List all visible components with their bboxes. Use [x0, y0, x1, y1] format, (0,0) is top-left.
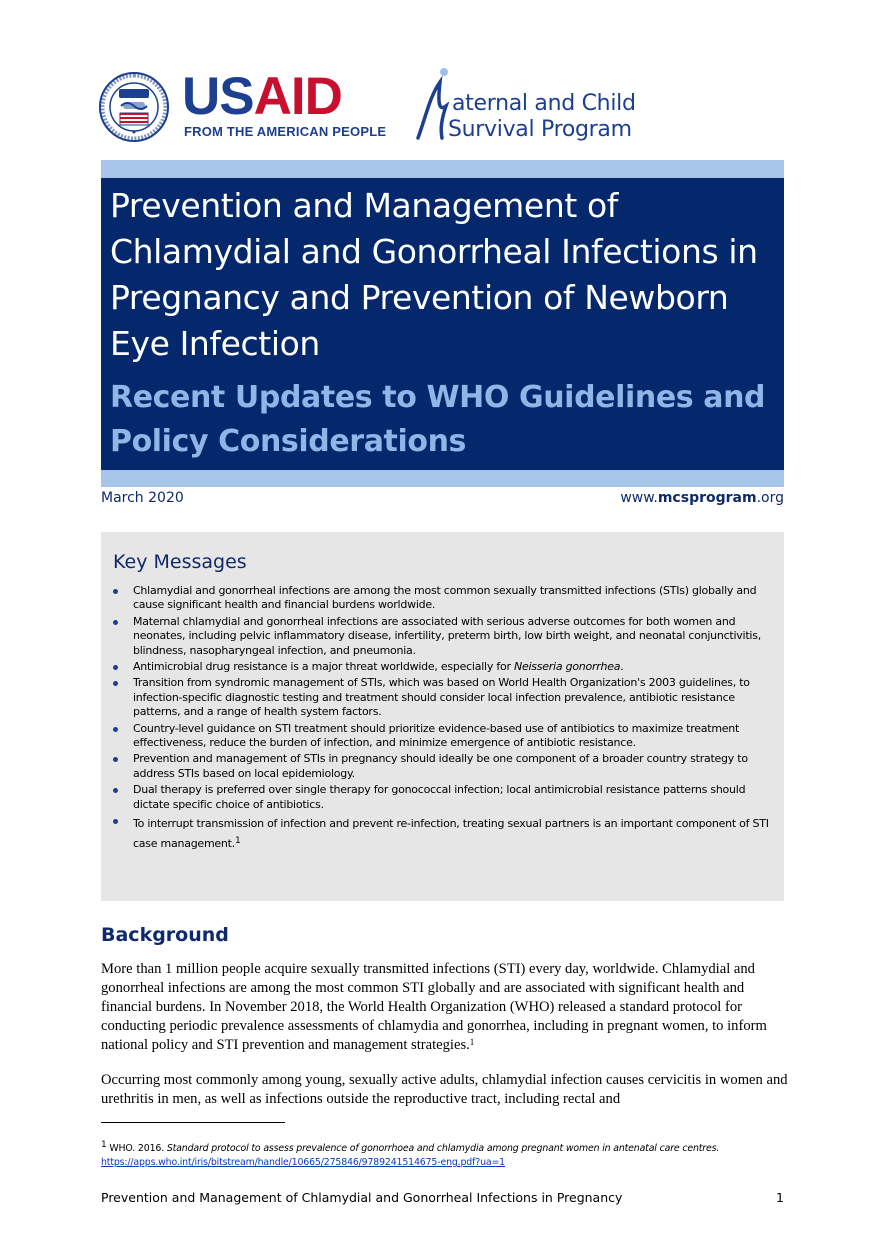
- running-footer: Prevention and Management of Chlamydial and Gonorrheal Infections in Pregnancy: [101, 1190, 623, 1205]
- list-item: Transition from syndromic management of STIs, which was based on World Health Organization's 2003 guidelines, to infection-specific diagnostic testing and treatment should consider local infection prevalence, antibiotic resistance patterns, and a range of health system factors.: [110, 676, 774, 719]
- website-link[interactable]: www.mcsprogram.org: [620, 490, 784, 506]
- banner-bottom-stripe: [101, 470, 784, 487]
- page-number: 1: [776, 1190, 784, 1205]
- footnote-divider: [101, 1122, 285, 1123]
- list-item: Dual therapy is preferred over single therapy for gonococcal infection; local antimicrobial resistance patterns should dictate specific choice of antibiotics.: [110, 783, 774, 812]
- background-paragraph-1: More than 1 million people acquire sexually transmitted infections (STI) every day, worldwide. Chlamydial and gonorrheal infections are among the most common STI globally and are associated with significant health and financial burdens. In November 2018, the World Health Organization (WHO) released a standard protocol for conducting periodic prevalence assessments of chlamydia and gonorrhea, including in pregnant women, to inform national policy and STI prevention and management strategies.$^1$: [101, 961, 767, 1053]
- bullet-icon: [113, 620, 118, 625]
- mcsp-logo-line1: aternal and Child: [452, 91, 636, 116]
- publication-date: March 2020: [101, 490, 184, 506]
- document-title: Prevention and Management of Chlamydial and Gonorrheal Infections in Pregnancy and Prevention of Newborn Eye Infection: [110, 186, 758, 363]
- bullet-icon: [113, 727, 118, 732]
- usaid-tagline: FROM THE AMERICAN PEOPLE: [184, 124, 387, 139]
- list-item: Prevention and management of STIs in pregnancy should ideally be one component of a broader country strategy to address STIs based on local epidemiology.: [110, 752, 774, 781]
- usaid-wordmark: USAID: [182, 67, 342, 126]
- list-item: Chlamydial and gonorrheal infections are among the most common sexually transmitted infections (STIs) globally and cause significant health and financial burdens worldwide.: [110, 584, 774, 613]
- list-item: To interrupt transmission of infection and prevent re-infection, treating sexual partners is an important component of STI case management.$^1$: [110, 814, 774, 854]
- banner-top-stripe: [101, 160, 784, 178]
- background-paragraph-2: Occurring most commonly among young, sexually active adults, chlamydial infection causes cervicitis in women and urethritis in men, as well as infections outside the reproductive tract, including rectal and: [101, 1072, 788, 1107]
- key-messages-list: [110, 584, 774, 856]
- key-messages-heading: Key Messages: [113, 551, 247, 573]
- bullet-icon: [113, 788, 118, 793]
- bullet-icon: [113, 681, 118, 686]
- document-subtitle: Recent Updates to WHO Guidelines and Policy Considerations: [110, 380, 766, 459]
- footnote: $^1$ WHO. 2016. Standard protocol to assess prevalence of gonorrhoea and chlamydia among pregnant women in antenatal care centres. https://apps.who.int/iris/bitstream/handle/10665/275846/9789241514675-eng.pdf?ua=1: [101, 1140, 720, 1168]
- background-heading: Background: [101, 924, 229, 946]
- bullet-icon: [113, 757, 118, 762]
- mcsp-logo-line2: Survival Program: [448, 117, 632, 142]
- list-item: Antimicrobial drug resistance is a major threat worldwide, especially for Neisseria gonorrhea.: [110, 660, 774, 674]
- footnote-link[interactable]: https://apps.who.int/iris/bitstream/handle/10665/275846/9789241514675-eng.pdf?ua=1: [101, 1157, 505, 1168]
- bullet-icon: [113, 589, 118, 594]
- list-item: Maternal chlamydial and gonorrheal infections are associated with serious adverse outcomes for both women and neonates, including pelvic inflammatory disease, infertility, preterm birth, low birth weight, and neonatal conjunctivitis, blindness, nasopharyngeal infection, and pneumonia.: [110, 615, 774, 658]
- bullet-icon: [113, 665, 118, 670]
- usaid-seal-logo: [99, 72, 169, 142]
- bullet-icon: [113, 819, 118, 824]
- list-item: Country-level guidance on STI treatment should prioritize evidence-based use of antibiotics to maximize treatment effectiveness, reduce the burden of infection, and minimize emergence of antibiotic resistance.: [110, 722, 774, 751]
